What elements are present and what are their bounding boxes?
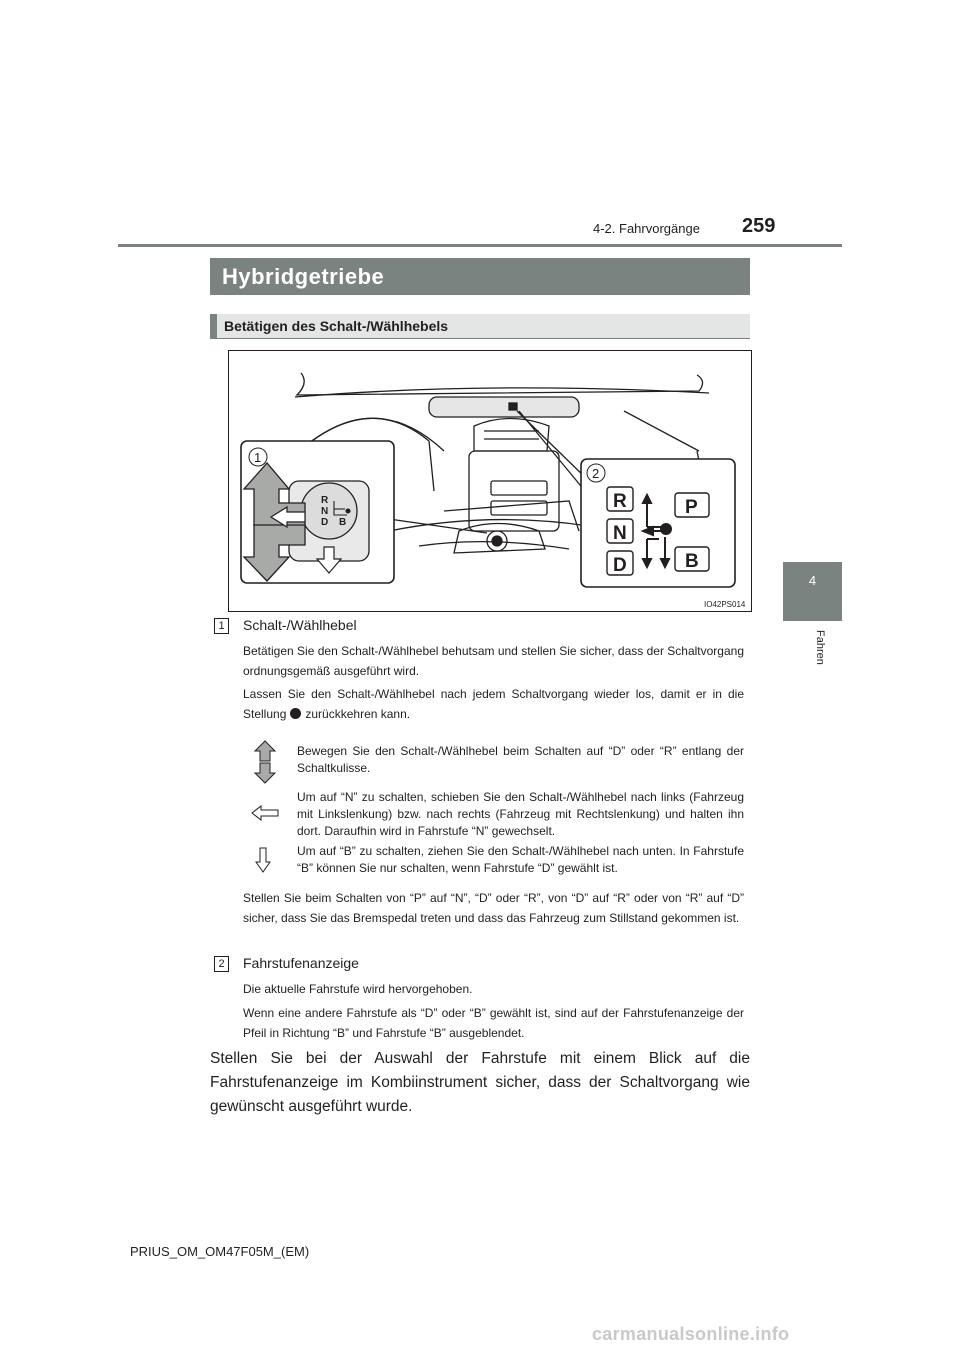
legend-text: Um auf “B” zu schalten, ziehen Sie den Schalt-/Wählhebel nach unten. In Fahrstufe “B” können Sie nur schalten, wenn Fahrstufe “D” gewählt ist. [297, 844, 744, 875]
legend-row [243, 789, 748, 841]
item1-paragraph-3: Stellen Sie beim Schalten von “P” auf “N”, “D” oder “R”, von “D” auf “R” oder von “R” auf “D” sicher, dass Sie das Bremspedal treten und dass das Fahrzeug zum Stillstand gekommen ist. [243, 891, 744, 925]
legend-row [243, 843, 748, 883]
indicator-letter-b: B [685, 551, 699, 572]
item1-paragraph-1: Betätigen Sie den Schalt-/Wählhebel behutsam und stellen Sie sicher, dass der Schaltvorgang ordnungsgemäß ausgeführt wird. [243, 644, 744, 678]
item1-paragraph-2 [243, 684, 744, 724]
main-heading-text: Hybridgetriebe [222, 264, 385, 289]
shift-lever-illustration [228, 350, 752, 612]
watermark: carmanualsonline.info [592, 1324, 790, 1344]
chapter-tab[interactable] [783, 562, 842, 621]
figure-callout-2: 2 [592, 466, 600, 481]
item-number-badge: 1 [214, 618, 229, 634]
item2-paragraph-2: Wenn eine andere Fahrstufe als “D” oder “B” gewählt ist, sind auf der Fahrstufenanzeige der Pfeil in Richtung “B” und Fahrstufe “B” ausgeblendet. [243, 1006, 744, 1040]
item2-paragraph-1: Die aktuelle Fahrstufe wird hervorgehoben. [243, 982, 473, 996]
lever-letter-r: R [321, 495, 329, 506]
sub-heading [210, 314, 750, 339]
legend-text: Bewegen Sie den Schalt-/Wählhebel beim Schalten auf “D” oder “R” entlang der Schaltkulisse. [297, 744, 744, 775]
chapter-label: Fahren [814, 630, 826, 665]
figure-code: IO42PS014 [704, 600, 746, 609]
dashboard-drawing [229, 351, 751, 611]
lever-letter-n: N [321, 506, 329, 517]
item1-paragraph-2-end: zurückkehren kann. [305, 707, 411, 721]
closing-paragraph: Stellen Sie bei der Auswahl der Fahrstufe mit einem Blick auf die Fahrstufenanzeige im Kombiinstrument sicher, dass der Schaltvorgang wie gewünscht ausgeführt wurde. [210, 1050, 750, 1115]
double-vertical-arrow-icon [253, 740, 277, 784]
indicator-letter-p: P [685, 497, 698, 518]
item-number-badge: 2 [214, 956, 229, 972]
figure-callout-1: 1 [254, 450, 262, 465]
indicator-letter-d: D [613, 555, 627, 576]
sub-heading-bar [210, 314, 217, 339]
legend-row [243, 740, 748, 788]
item1-paragraph-2-start: Lassen Sie den Schalt-/Wählhebel nach jedem Schaltvorgang wieder los, damit er in die Stellung [243, 687, 744, 721]
item-title-shift-lever: Schalt-/Wählhebel [243, 617, 357, 633]
home-position-dot-icon [290, 708, 301, 719]
document-code-footer: PRIUS_OM_OM47F05M_(EM) [130, 1244, 310, 1259]
left-arrow-icon [251, 805, 279, 821]
lever-letter-b: B [339, 517, 347, 528]
legend-text: Um auf “N” zu schalten, schieben Sie den Schalt-/Wählhebel nach links (Fahrzeug mit Linkslenkung) bzw. nach rechts (Fahrzeug mit Rechtslenkung) und halten ihn dort. Daraufhin wird in Fahrstufe “N” gewechselt. [297, 790, 744, 838]
section-reference: 4-2. Fahrvorgänge [593, 221, 700, 236]
header-rule [118, 244, 842, 247]
item-title-gear-indicator: Fahrstufenanzeige [243, 955, 359, 971]
indicator-letter-n: N [613, 523, 627, 544]
down-arrow-icon [255, 847, 271, 873]
indicator-letter-r: R [613, 491, 627, 512]
page-number: 259 [742, 215, 776, 237]
main-heading [210, 258, 750, 295]
sub-heading-text: Betätigen des Schalt-/Wählhebels [224, 318, 449, 334]
lever-letter-d: D [321, 517, 329, 528]
chapter-number: 4 [808, 573, 817, 588]
